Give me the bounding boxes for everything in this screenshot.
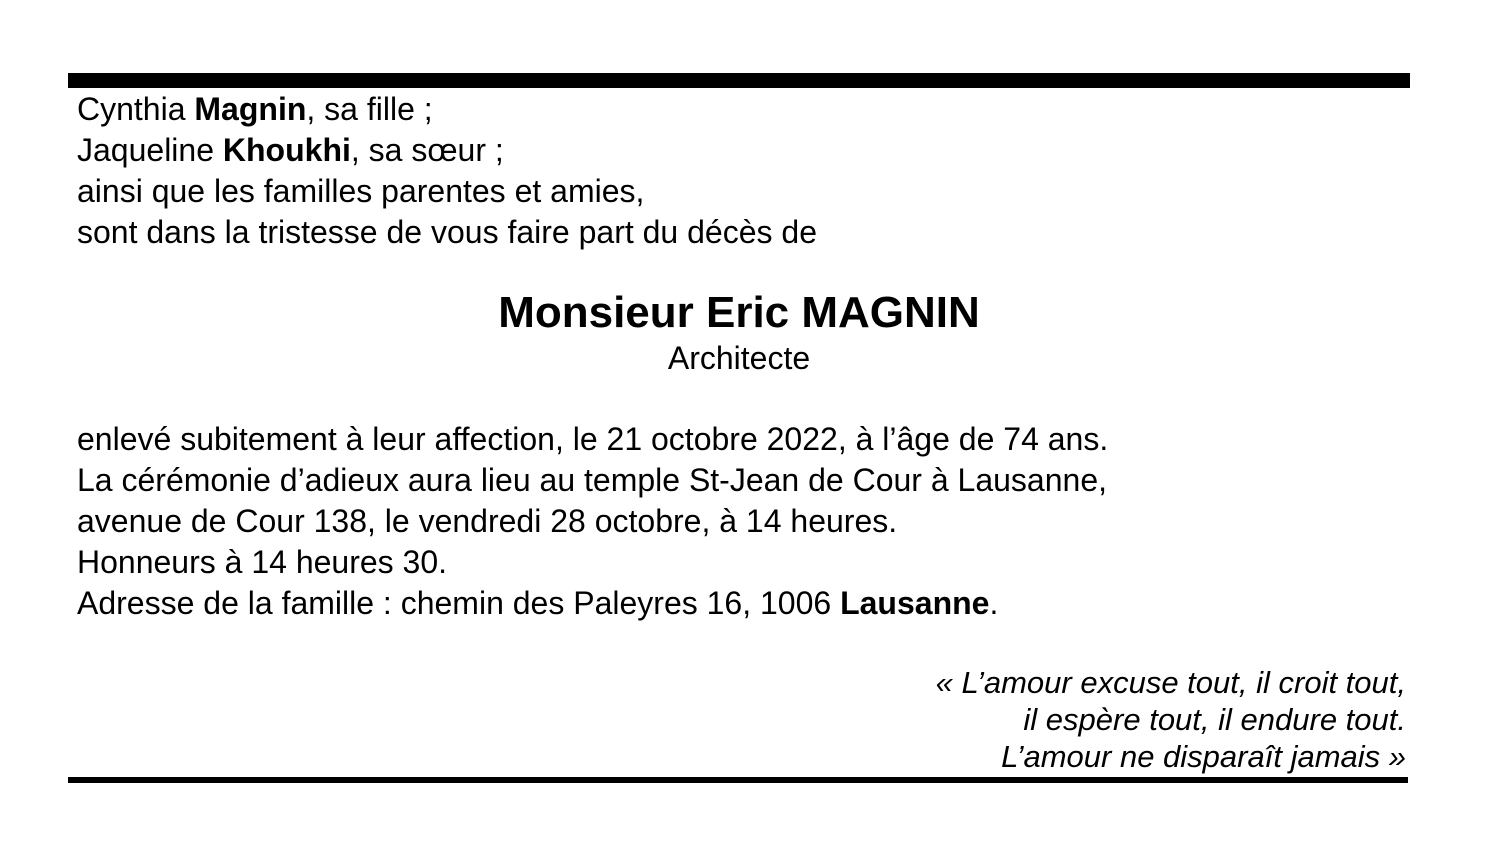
quote-line: il espère tout, il endure tout.	[1023, 702, 1406, 737]
detail-line	[77, 419, 1108, 460]
intro-line-text: , sa fille ;	[306, 91, 433, 127]
intro-line-text: ainsi que les familles parentes et amies,	[77, 173, 645, 209]
intro-line	[77, 130, 817, 171]
detail-line-text: La cérémonie d’adieux aura lieu au temple St-Jean de Cour à Lausanne,	[77, 462, 1107, 498]
quote-line: L’amour ne disparaît jamais »	[1001, 739, 1406, 774]
detail-line-text: .	[989, 585, 999, 621]
detail-line-text: Honneurs à 14 heures 30.	[77, 544, 448, 580]
detail-line-text: Adresse de la famille : chemin des Paleyres 16, 1006	[77, 585, 841, 621]
detail-line	[77, 501, 1108, 542]
intro-line-text: Cynthia	[77, 91, 195, 127]
intro-line	[77, 89, 817, 130]
family-surname: Magnin	[194, 91, 307, 127]
family-address-city: Lausanne	[840, 585, 990, 621]
quote-line: « L’amour excuse tout, il croit tout,	[935, 665, 1406, 700]
intro-line-text: Jaqueline	[77, 132, 223, 168]
intro-line-text: , sa sœur ;	[350, 132, 504, 168]
intro-line	[77, 171, 817, 212]
detail-line	[77, 542, 1108, 583]
details-block	[77, 419, 1108, 624]
detail-line-text: enlevé subitement à leur affection, le 21 octobre 2022, à l’âge de 74 ans.	[77, 421, 1109, 457]
top-rule	[68, 73, 1410, 88]
intro-line-text: sont dans la tristesse de vous faire part du décès de	[77, 214, 817, 250]
detail-line	[77, 583, 1108, 624]
quote-block	[936, 664, 1406, 775]
deceased-profession: Architecte	[667, 340, 811, 376]
detail-line-text: avenue de Cour 138, le vendredi 28 octobre, à 14 heures.	[77, 503, 898, 539]
detail-line	[77, 460, 1108, 501]
deceased-block	[68, 288, 1410, 379]
intro-block	[77, 89, 817, 253]
intro-line	[77, 212, 817, 253]
deceased-name: Monsieur Eric MAGNIN	[498, 288, 980, 337]
bottom-rule	[68, 777, 1408, 783]
family-surname: Khoukhi	[222, 132, 351, 168]
